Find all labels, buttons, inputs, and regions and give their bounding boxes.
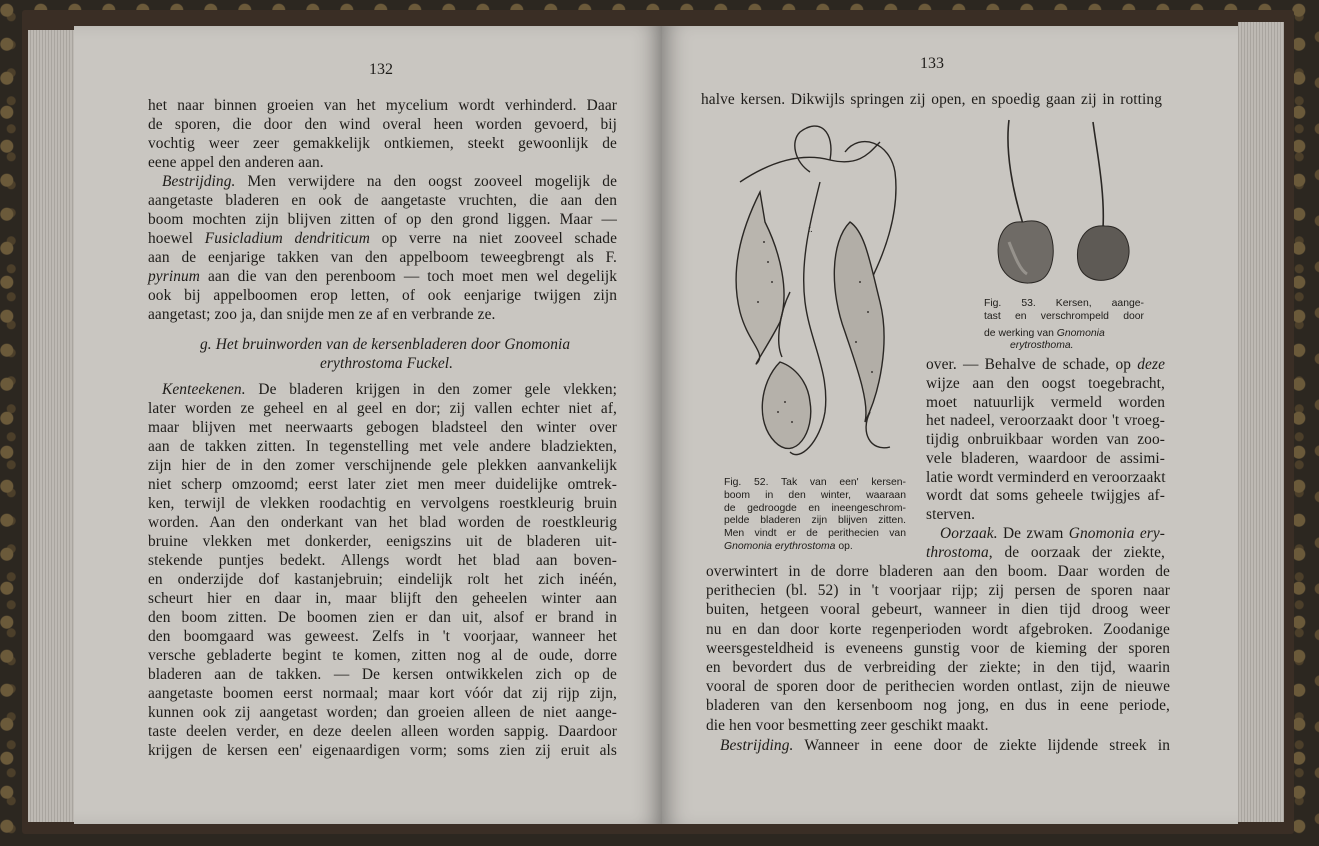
text-line	[148, 267, 617, 286]
branch	[740, 142, 880, 182]
text-line: vochtig weer zeer gemakkelijk ontkiemen, steekt gewoonlijk de	[148, 135, 617, 152]
species-name: Gnomonia ery-	[1068, 525, 1166, 542]
oorzaak-label: Oorzaak.	[940, 525, 998, 542]
species-name: throstoma	[926, 544, 989, 561]
text-line: perithecien (bl. 52) in 't voorjaar rijp; zij persen de sporen naar	[706, 582, 1170, 600]
text-line: weersgesteldheid is eveneens gunstig voor de kieming der sporen	[706, 639, 1170, 657]
text-line: bladeren aan de takken. — De kersen ontwikkelen zich op de	[148, 666, 617, 683]
text-span: , de oorzaak der ziekte,	[988, 544, 1165, 561]
kenteekenen-label: Kenteekenen.	[162, 381, 246, 398]
text-span: Men verwijdere na den oogst zooveel mogelijk de	[235, 173, 617, 190]
page-edges-right	[1238, 22, 1284, 822]
text-line: en bevordert dus de verbreiding der ziekte; in den tijd, waarin	[706, 659, 1170, 676]
section-heading-line2: erythrostoma Fuckel.	[320, 355, 454, 372]
text-line: het nadeel, veroorzaakt door 't vroeg-	[926, 412, 1165, 430]
caption-line: Fig. 53. Kersen, aange-	[984, 298, 1144, 309]
text-line	[706, 736, 1170, 755]
text-line: bladeren van den kersenboom nog jong, en dus in eene periode,	[706, 697, 1170, 715]
text-line: eene appel den anderen aan.	[148, 154, 324, 171]
text-span: aan die van den perenboom — toch moet men wel degelijk	[200, 268, 617, 285]
text-span: De zwam	[997, 525, 1069, 542]
text-line: kunnen ook zij aangetast worden; dan groeien alleen de niet aange-	[148, 704, 617, 721]
text-line: scheurt hier en daar in, maar blijft den geheelen winter aan	[148, 590, 617, 607]
text-line: halve kersen. Dikwijls springen zij open, en spoedig gaan zij in rotting	[701, 91, 1162, 108]
page-number-right: 133	[920, 55, 944, 72]
text-line: wijze aan den oogst toegebracht,	[926, 375, 1165, 392]
text-line: aan de eenjarige takken van den appelboom teweegbrengt als F.	[148, 249, 617, 266]
text-line: maar blijven met neerwaarts gebogen bladsteel den winter over	[148, 419, 617, 436]
text-line	[926, 355, 1165, 374]
cherry-stem	[1093, 122, 1103, 228]
text-line: wordt dat soms geheele twijgjes af-	[926, 487, 1165, 505]
text-span: deze	[1137, 356, 1165, 373]
bestrijding-label: Bestrijding.	[162, 173, 236, 190]
figure-53-cherries-illustration	[985, 112, 1145, 292]
text-line: later worden ze geheel en al geel en dor; zij vallen echter niet af,	[148, 400, 617, 417]
text-line: overwintert in de dorre bladeren aan den boom. Daar worden de	[706, 563, 1170, 580]
text-line: die hen voor besmetting zeer geschikt maakt.	[706, 716, 989, 734]
text-line: boom mochten zijn blijven zitten of op den grond liggen. Maar —	[148, 211, 617, 228]
caption-line: de gedroogde en ineengeschrom-	[724, 502, 906, 514]
caption-line: tast en verschrompeld door	[984, 310, 1144, 322]
text-line: ken, terwijl de vlekken roodachtig en vervolgens roestkleurig bruin	[148, 495, 617, 512]
text-line: vele bladeren, waardoor de assimi-	[926, 449, 1165, 467]
text-line: niet scherp omzoomd; eerst later ziet men meer duidelijke omtrek-	[148, 476, 617, 493]
text-line: stekende puntjes bedekt. Allengs wordt het blad aan boven-	[148, 552, 617, 569]
text-span: hoewel	[148, 230, 205, 247]
text-span: de werking van	[984, 328, 1057, 339]
text-line: de sporen, die door den wind overal heen worden gevoerd, bij	[148, 116, 617, 133]
bestrijding-label: Bestrijding.	[720, 737, 794, 754]
text-line: het naar binnen groeien van het mycelium wordt verhinderd. Daar	[148, 97, 617, 114]
text-line: tijdig onbruikbaar worden van zoo-	[926, 431, 1165, 449]
text-line: versche gebladerte begint te komen, zitten nog al de oude, dorre	[148, 647, 617, 664]
text-line: aangetaste boomen eerst normaal; maar kort vóór dat zij rijp zijn,	[148, 685, 617, 702]
text-line: vooral de sporen door de perithecien worden ontlast, zijn de nieuwe	[706, 678, 1170, 696]
page-number-left: 132	[369, 61, 393, 78]
cherry-stem	[1008, 120, 1023, 224]
text-line: latie wordt verminderd en veroorzaakt	[926, 468, 1166, 486]
cherry-right	[1077, 226, 1129, 280]
text-line: bruine vlekken met donkerder, eenigszins uit de bladeren uit-	[148, 533, 617, 550]
caption-line: boom in den winter, waaraan	[724, 489, 906, 501]
caption-line: pelde bladeren zijn blijven zitten.	[724, 515, 906, 527]
caption-line	[724, 541, 853, 554]
figure-52-branch-illustration	[720, 112, 910, 472]
caption-line: Fig. 52. Tak van een' kersen-	[724, 477, 906, 488]
page-edges-left	[28, 30, 74, 822]
text-line: nu en dan door korte regenperioden wordt afgebroken. Zoodanige	[706, 620, 1170, 638]
text-line	[148, 380, 617, 399]
figure-label: t.	[808, 224, 813, 234]
species-name: Gnomonia erythrostoma	[724, 541, 836, 552]
text-line: worden. Aan den onderkant van het blad worden de roestkleurig	[148, 514, 617, 531]
species-name: Fusicladium dendriticum	[204, 230, 370, 247]
text-line	[926, 524, 1165, 543]
species-name: pyrinum	[148, 268, 200, 285]
text-line	[926, 543, 1165, 562]
text-line	[148, 229, 617, 248]
text-span: Wanneer in eene door de ziekte lijdende streek in	[793, 737, 1170, 754]
text-span: De bladeren krijgen in den zomer gele vlekken;	[245, 381, 617, 398]
text-line: aangetaste bladeren en ook de aangetaste vruchten, die aan den	[148, 192, 617, 209]
text-line: den boomgaard was geweest. Zelfs in 't voorjaar, wanneer het	[148, 628, 617, 645]
text-line: aangetast; zoo ja, dan snijde men ze af en verbrande ze.	[148, 306, 496, 323]
text-line: buiten, hetgeen vooral gebeurt, wanneer in dien tijd droog weer	[706, 601, 1170, 619]
text-line	[148, 172, 617, 191]
section-heading-line1: g. Het bruinworden van de kersenbladeren door Gnomonia	[200, 336, 571, 353]
text-span: op.	[835, 541, 853, 552]
text-span: op verre na niet zooveel schade	[369, 230, 618, 247]
text-line: en onderzijde dof kastanjebruin; eindelijk rolt het zich inéén,	[148, 571, 617, 588]
text-line: zijn hier de in den zomer verschijnende gele plekken aanvankelijk	[148, 457, 617, 474]
text-line: sterven.	[926, 505, 976, 523]
text-span: over. — Behalve de schade, op	[926, 356, 1138, 373]
text-line: taste deelen verder, en deze deelen alleen worden sappig. Daardoor	[148, 723, 617, 740]
caption-line: erytrosthoma.	[1010, 340, 1074, 351]
text-line: moet natuurlijk vermeld worden	[926, 393, 1165, 411]
text-line: aan de takken zitten. In tegenstelling met vele andere bladziekten,	[148, 438, 617, 455]
text-line: ook bij appelboomen erop letten, of ook eenjarige twijgen zijn	[148, 287, 617, 304]
caption-line: Men vindt er de perithecien van	[724, 528, 906, 540]
text-line: den boom zitten. De boomen zien er dan uit, alsof er brand in	[148, 609, 617, 626]
caption-line	[984, 328, 1144, 341]
species-name: Gnomonia	[1056, 328, 1105, 339]
text-line: krijgen de kersen een' eigenaardigen vorm; soms zien zij eruit als	[148, 742, 617, 759]
